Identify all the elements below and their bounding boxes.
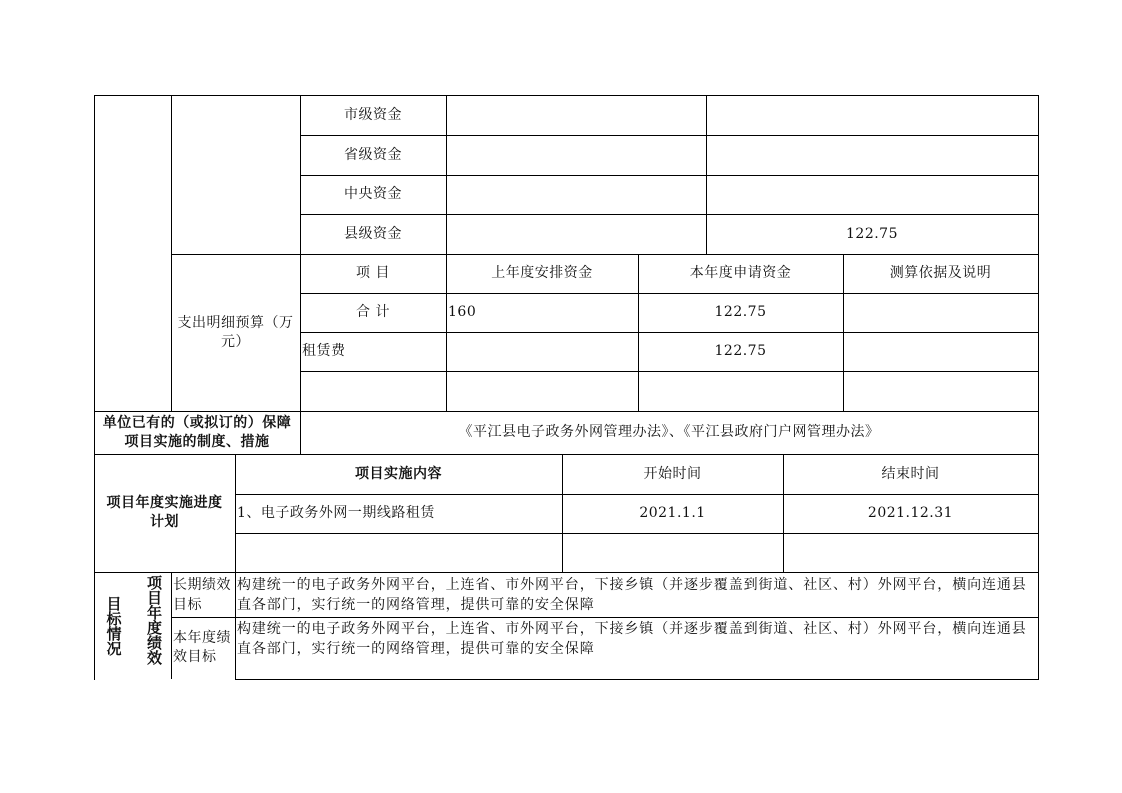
budget-rent-item: 租赁费 (302, 343, 346, 359)
grid-line (1038, 95, 1039, 680)
funding-value-province (706, 135, 1038, 175)
grid-line (235, 454, 236, 679)
budget-empty-basis (843, 371, 1038, 411)
budget-total-last-year: 160 (448, 304, 477, 320)
measures-value: 《平江县电子政务外网管理办法》、《平江县政府门户网管理办法》 (458, 424, 880, 440)
schedule-row-end: 2021.12.31 (867, 505, 954, 521)
grid-line (171, 617, 1039, 618)
schedule-row-content: 1、电子政务外网一期线路租赁 (237, 505, 435, 521)
grid-line (171, 254, 1039, 255)
budget-total-item: 合 计 (356, 304, 390, 320)
goal-long-term-value: 构建统一的电子政务外网平台，上连省、市外网平台，下接乡镇（并逐步覆盖到街道、社区、村）外网平台，横向连通县直各部门，实行统一的网络管理，提供可靠的安全保障 (237, 577, 1027, 613)
budget-total-basis (843, 293, 1038, 332)
schedule-header-content: 项目实施内容 (355, 465, 442, 482)
budget-rent-this-year: 122.75 (714, 343, 767, 359)
funding-label-province: 省级资金 (344, 146, 402, 163)
grid-line (94, 95, 95, 680)
grid-line (235, 494, 1039, 495)
grid-line (171, 572, 172, 679)
grid-line (562, 454, 563, 572)
grid-line (446, 254, 447, 411)
grid-line (300, 95, 301, 454)
measures-label: 单位已有的（或拟订的）保障项目实施的制度、措施 (102, 414, 292, 450)
grid-line (783, 454, 784, 572)
grid-line (300, 371, 1039, 372)
schedule-empty-start (562, 533, 783, 572)
budget-empty-this-year (638, 371, 843, 411)
goal-annual-value: 构建统一的电子政务外网平台，上连省、市外网平台，下接乡镇（并逐步覆盖到街道、社区、村）外网平台，横向连通县直各部门，实行统一的网络管理，提供可靠的安全保障 (237, 621, 1027, 657)
goal-long-term-label: 长期绩效目标 (173, 577, 231, 613)
budget-rent-basis (843, 332, 1038, 371)
goals-label: 目标情况 (104, 595, 123, 656)
budget-empty-last-year (446, 371, 638, 411)
funding-value-city-a (446, 96, 706, 135)
grid-line (638, 254, 639, 411)
grid-line (94, 411, 1039, 412)
grid-line (235, 533, 1039, 534)
grid-line (300, 175, 1039, 176)
budget-header-last-year: 上年度安排资金 (491, 265, 593, 281)
schedule-empty-end (783, 533, 1038, 572)
budget-header-item: 项 目 (356, 265, 390, 281)
schedule-label: 项目年度实施进度计划 (106, 495, 223, 530)
schedule-header-end: 结束时间 (881, 465, 940, 482)
grid-line (94, 95, 1039, 96)
budget-header-basis: 测算依据及说明 (889, 265, 992, 281)
budget-label: 支出明细预算（万元） (177, 314, 294, 350)
grid-line (300, 135, 1039, 136)
budget-total-this-year: 122.75 (714, 304, 767, 320)
grid-line (843, 254, 844, 411)
budget-empty-item (300, 371, 446, 411)
schedule-header-start: 开始时间 (643, 465, 702, 482)
schedule-row-start: 2021.1.1 (639, 505, 706, 521)
funding-label-city: 市级资金 (344, 107, 402, 123)
schedule-empty-content (237, 533, 562, 572)
goals-sublabel: 项目年度绩效 (145, 575, 163, 665)
funding-value-central (706, 175, 1038, 214)
grid-line (300, 332, 1039, 333)
funding-label-central: 中央资金 (344, 186, 402, 202)
grid-line (171, 95, 172, 411)
funding-value-county: 122.75 (846, 225, 898, 242)
grid-line (300, 214, 1039, 215)
budget-header-this-year: 本年度申请资金 (689, 265, 792, 281)
funding-value-city (706, 96, 1038, 135)
grid-line (235, 679, 1039, 680)
grid-line (446, 95, 447, 254)
grid-line (300, 293, 1039, 294)
budget-rent-last-year (448, 332, 638, 371)
grid-line (706, 95, 707, 254)
funding-label-county: 县级资金 (344, 225, 402, 242)
goal-annual-label: 本年度绩效目标 (173, 630, 231, 665)
goals-sublabel-wrap (140, 575, 168, 679)
